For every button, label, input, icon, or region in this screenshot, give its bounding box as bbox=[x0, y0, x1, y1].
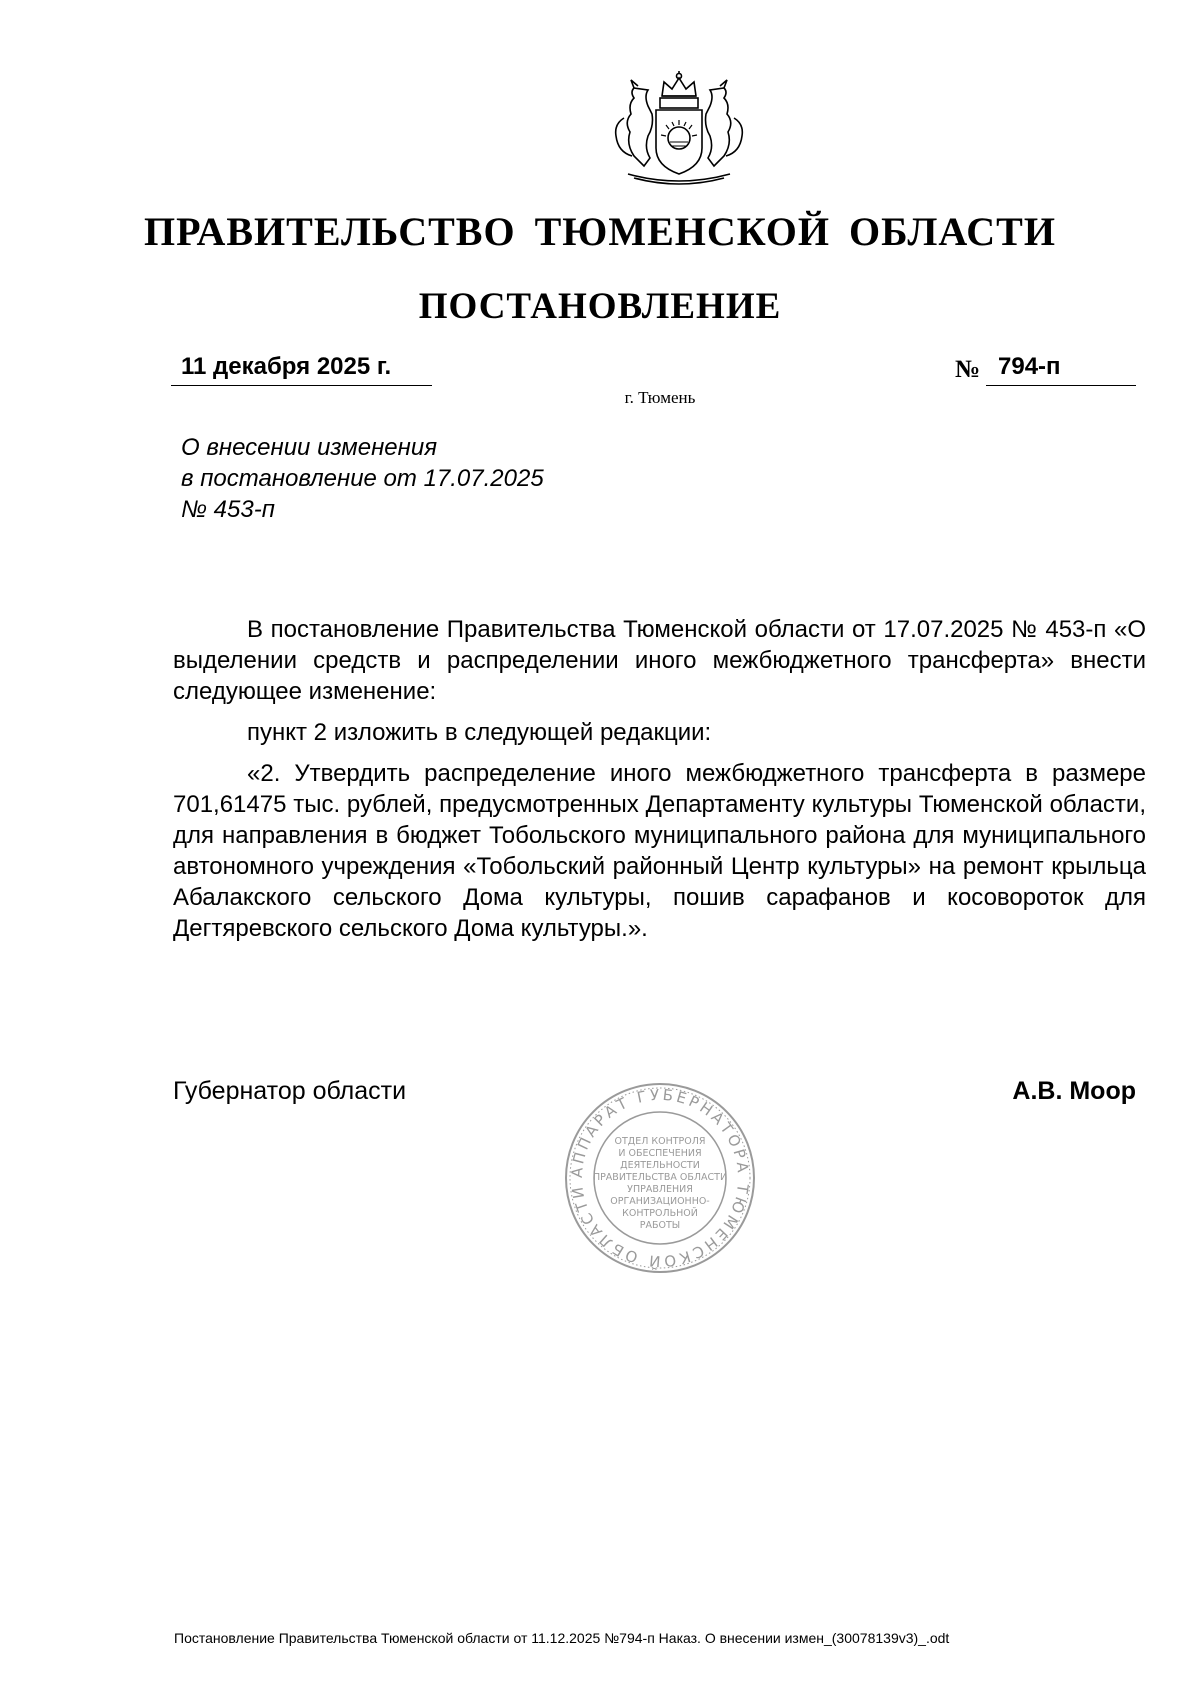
document-subject bbox=[181, 432, 701, 525]
seal-inner-line: ОТДЕЛ КОНТРОЛЯ bbox=[614, 1136, 706, 1147]
seal-inner-line: ПРАВИТЕЛЬСТВА ОБЛАСТИ bbox=[592, 1172, 728, 1183]
city-name: г. Тюмень bbox=[624, 388, 696, 407]
seal-outer-text: АППАРАТ ГУБЕРНАТОРА ТЮМЕНСКОЙ ОБЛАСТИ bbox=[567, 1085, 753, 1271]
subject-line: О внесении изменения bbox=[181, 434, 438, 461]
signatory-name: А.В. Моор bbox=[1012, 1077, 1136, 1105]
seal-inner-line: КОНТРОЛЬНОЙ bbox=[622, 1208, 698, 1219]
document-number: 794-п bbox=[986, 353, 1136, 386]
document-date: 11 декабря 2025 г. bbox=[171, 353, 432, 386]
body-paragraph: В постановление Правительства Тюменской области от 17.07.2025 № 453-п «О выделении средств и распределении иного межбюджетного трансферта» внести следующее изменение: bbox=[173, 616, 1146, 705]
seal-inner-line: УПРАВЛЕНИЯ bbox=[627, 1184, 693, 1195]
seal-inner-line: РАБОТЫ bbox=[639, 1220, 681, 1231]
footer-file-reference: Постановление Правительства Тюменской области от 11.12.2025 №794-п Наказ. О внесении измен_(30078139v3)_.odt bbox=[174, 1630, 950, 1646]
number-sign: № bbox=[955, 356, 981, 383]
government-title: ПРАВИТЕЛЬСТВО ТЮМЕНСКОЙ ОБЛАСТИ bbox=[144, 209, 1056, 254]
coat-of-arms-icon bbox=[604, 70, 754, 190]
official-seal-stamp bbox=[560, 1078, 760, 1278]
seal-inner-line: ОРГАНИЗАЦИОННО- bbox=[610, 1196, 710, 1207]
subject-line: № 453-п bbox=[181, 496, 275, 523]
body-paragraph: пункт 2 изложить в следующей редакции: bbox=[247, 719, 712, 746]
subject-line: в постановление от 17.07.2025 bbox=[181, 465, 544, 492]
document-body bbox=[173, 614, 1146, 954]
seal-inner-line: И ОБЕСПЕЧЕНИЯ bbox=[618, 1148, 702, 1159]
seal-inner-line: ДЕЯТЕЛЬНОСТИ bbox=[620, 1160, 700, 1171]
body-paragraph: «2. Утвердить распределение иного межбюджетного трансферта в размере 701,61475 тыс. рублей, предусмотренных Департаменту культуры Тюменской области, для направления в бюджет Тобольского муниципального района для муниципального автономного учреждения «Тобольский районный Центр культуры» на ремонт крыльца Абалакского сельского Дома культуры, пошив сарафанов и косовороток для Дегтяревского сельского Дома культуры.». bbox=[173, 760, 1146, 942]
signatory-role: Губернатор области bbox=[173, 1077, 407, 1105]
document-type-heading: ПОСТАНОВЛЕНИЕ bbox=[418, 286, 782, 327]
